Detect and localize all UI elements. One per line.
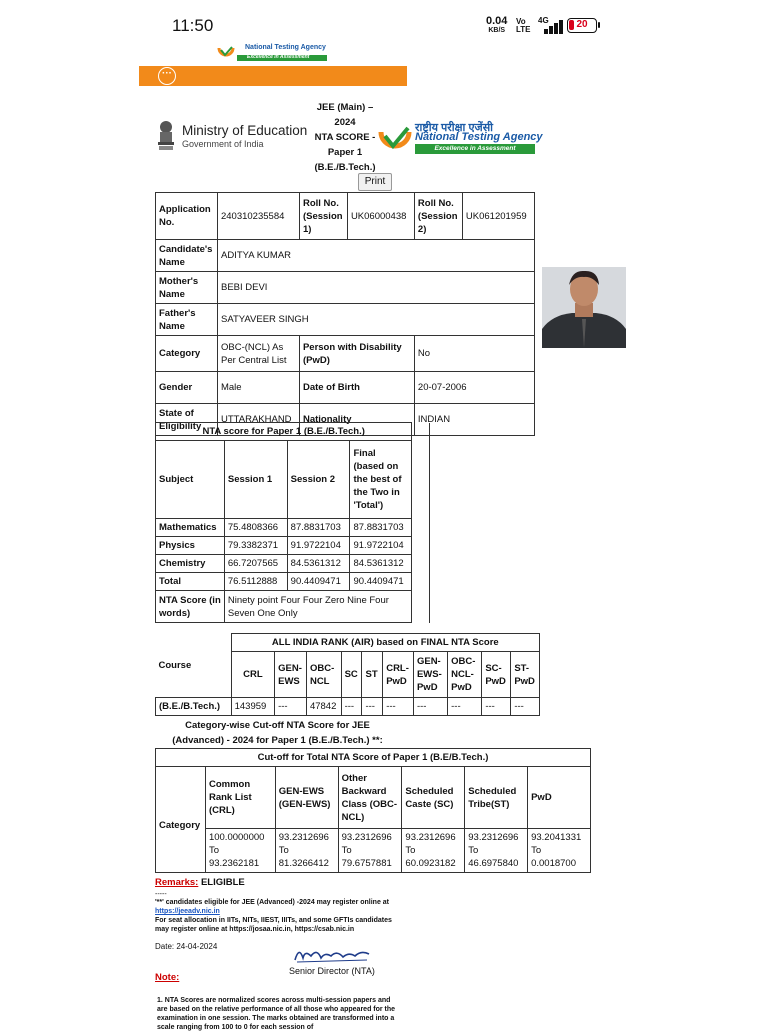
table-row: [156, 698, 540, 716]
signal-icon: [540, 20, 562, 34]
speed-value: 0.04: [486, 15, 508, 27]
dob-value: 20-07-2006: [414, 372, 534, 404]
score-cell: 90.4409471: [350, 573, 412, 591]
table-row: [156, 519, 430, 537]
title-line: JEE (Main) –: [316, 102, 374, 113]
rank-cell: ---: [383, 698, 414, 716]
top-logo-text: National Testing Agency: [245, 44, 326, 51]
table-row: [156, 555, 430, 573]
battery-icon: [567, 18, 597, 33]
ministry-title: Ministry of Education: [182, 123, 308, 138]
score-cell: 66.7207565: [224, 555, 287, 573]
ministry-subtitle: Government of India: [182, 139, 264, 149]
score-cell: 90.4409471: [287, 573, 350, 591]
table-row: [156, 829, 591, 873]
cutoff-header: PwD: [528, 767, 591, 829]
rank-cell: 47842: [306, 698, 341, 716]
rank-header: CRL-PwD: [383, 652, 414, 698]
rank-header: SC: [341, 652, 362, 698]
seat-allocation-note: For seat allocation in IITs, NITs, IIEST, IIITs, and some GFTIs candidates may register online at https://josaa.nic.in, https://csab.nic.in: [155, 917, 392, 933]
score-header: Session 2: [287, 441, 350, 519]
cutoff-range: 93.2312696 To 79.6757881: [338, 829, 402, 873]
rank-cell: ---: [511, 698, 540, 716]
volte-icon: Vo LTE: [516, 17, 531, 34]
score-header: Session 1: [224, 441, 287, 519]
subject-name: Mathematics: [156, 519, 225, 537]
table-row: [156, 537, 430, 555]
pwd-value: No: [414, 336, 534, 372]
note-text: '**' candidates eligible for JEE (Advanced) -2024 may register online at: [155, 899, 390, 906]
speed-unit: KB/S: [488, 27, 506, 34]
jee-advanced-link[interactable]: https://jeeadv.nic.in: [155, 908, 220, 915]
application-no-label: Application No.: [156, 193, 218, 240]
battery-level: 20: [576, 19, 588, 30]
note-point: 1. NTA Scores are normalized scores across multi-session papers and are based on the relative performance of all those who appeared for the examination in one session. The marks obtained are transformed into a scale ranging from 100 to 0 for each session of: [157, 997, 396, 1031]
cutoff-range: 93.2312696 To 46.6975840: [465, 829, 528, 873]
title-line: NTA SCORE -: [314, 132, 376, 143]
father-name-label: Father's Name: [156, 304, 218, 336]
state-value: UTTARAKHAND: [217, 404, 299, 436]
candidate-photo: [542, 267, 626, 348]
nta-mark-icon: [378, 122, 412, 156]
table-row: [156, 573, 430, 591]
remarks-value: ELIGIBLE: [200, 877, 245, 888]
score-words: Ninety point Four Four Zero Nine Four Seven One Only: [224, 591, 411, 623]
score-cell: 91.9722104: [287, 537, 350, 555]
score-cell: 84.5361312: [287, 555, 350, 573]
top-nta-logo: [217, 46, 329, 62]
score-cell: 79.3382371: [224, 537, 287, 555]
signatory: Senior Director (NTA): [289, 966, 375, 976]
cutoff-range: 93.2312696 To 81.3266412: [275, 829, 338, 873]
course-label: Course: [156, 634, 232, 698]
page-title: [305, 100, 385, 175]
nta-tagline: Excellence in Assessment: [415, 144, 535, 154]
cutoff-caption: Cut-off for Total NTA Score of Paper 1 (B.E/B.Tech.): [156, 749, 591, 767]
score-cell: 87.8831703: [287, 519, 350, 537]
candidate-name: ADITYA KUMAR: [217, 240, 534, 272]
rank-header: ST-PwD: [511, 652, 540, 698]
roll2: UK061201959: [462, 193, 534, 240]
remarks-label: Remarks:: [155, 877, 199, 888]
cutoff-range: 93.2312696 To 60.0923182: [402, 829, 465, 873]
subject-name: Physics: [156, 537, 225, 555]
print-button[interactable]: Print: [358, 173, 392, 191]
rank-header: OBC-NCL: [306, 652, 341, 698]
roll1-label: Roll No. (Session 1): [299, 193, 347, 240]
mother-name-label: Mother's Name: [156, 272, 218, 304]
gender-value: Male: [217, 372, 299, 404]
dob-label: Date of Birth: [299, 372, 414, 404]
clock: 11:50: [172, 16, 214, 35]
rank-header: ST: [362, 652, 383, 698]
cutoff-header: GEN-EWS (GEN-EWS): [275, 767, 338, 829]
score-cell: 76.5112888: [224, 573, 287, 591]
nta-english-name: National Testing Agency: [415, 131, 543, 143]
top-logo-tagline: Excellence in Assessment: [247, 54, 310, 60]
note-label: Note:: [155, 972, 180, 983]
score-cell: 87.8831703: [350, 519, 412, 537]
jee-advanced-note: [155, 898, 405, 916]
mother-name: BEBI DEVI: [217, 272, 534, 304]
category-label: Category: [156, 336, 218, 372]
score-header: Subject: [156, 441, 225, 519]
title-line: (B.E./B.Tech.): [314, 162, 376, 173]
rank-header: CRL: [231, 652, 275, 698]
network-speed: [486, 17, 507, 35]
date: Date: 24-04-2024: [155, 942, 218, 951]
rank-header: GEN-EWS: [275, 652, 307, 698]
application-no: 240310235584: [217, 193, 299, 240]
nationality-label: Nationality: [299, 404, 414, 436]
rank-cell: ---: [413, 698, 447, 716]
national-emblem-icon: [155, 120, 177, 152]
network-type: 4G: [538, 16, 549, 25]
roll2-label: Roll No. (Session 2): [414, 193, 462, 240]
candidate-name-label: Candidate's Name: [156, 240, 218, 272]
rank-cell: ---: [362, 698, 383, 716]
roll1: UK06000438: [347, 193, 414, 240]
pwd-label: Person with Disability (PwD): [299, 336, 414, 372]
rank-header: GEN-EWS-PwD: [413, 652, 447, 698]
score-cell: 91.9722104: [350, 537, 412, 555]
score-cell: 84.5361312: [350, 555, 412, 573]
state-label: State of Eligibility: [156, 404, 218, 436]
rank-cell: ---: [275, 698, 307, 716]
remarks-dashes: -----: [155, 891, 167, 898]
nationality-value: INDIAN: [414, 404, 534, 436]
nta-logo: [378, 120, 543, 156]
subject-name: Chemistry: [156, 555, 225, 573]
course-name: (B.E./B.Tech.): [156, 698, 232, 716]
cutoff-header: Common Rank List (CRL): [205, 767, 275, 829]
score-header: Final (based on the best of the Two in 'Total'): [350, 441, 412, 519]
rank-header: SC-PwD: [482, 652, 511, 698]
rank-cell: 143959: [231, 698, 275, 716]
cutoff-table: [155, 748, 591, 873]
rank-header: OBC-NCL-PwD: [448, 652, 482, 698]
score-table-caption: NTA score for Paper 1 (B.E./B.Tech.): [156, 423, 412, 441]
rank-cell: ---: [341, 698, 362, 716]
menu-button[interactable]: ···: [158, 67, 176, 85]
cutoff-category-label: Category: [156, 767, 206, 873]
cutoff-heading: Category-wise Cut-off NTA Score for JEE (Advanced) - 2024 for Paper 1 (B.E./B.Tech.) **:: [172, 720, 383, 746]
all-india-rank-table: [155, 633, 540, 716]
score-words-label: NTA Score (in words): [156, 591, 225, 623]
cutoff-header: Scheduled Tribe(ST): [465, 767, 528, 829]
nta-score-table: [155, 422, 430, 623]
status-bar: [0, 0, 768, 52]
nta-hindi-name: राष्ट्रीय परीक्षा एजेंसी: [415, 122, 493, 134]
remarks: [155, 877, 245, 888]
father-name: SATYAVEER SINGH: [217, 304, 534, 336]
rank-table-caption: ALL INDIA RANK (AIR) based on FINAL NTA Score: [231, 634, 539, 652]
cutoff-range: 100.0000000 To 93.2362181: [205, 829, 275, 873]
ministry-logo: [155, 120, 315, 154]
signature-image: [287, 940, 377, 968]
cutoff-header: Other Backward Class (OBC-NCL): [338, 767, 402, 829]
title-line: 2024: [334, 117, 356, 128]
rank-cell: ---: [448, 698, 482, 716]
cutoff-header: Scheduled Caste (SC): [402, 767, 465, 829]
cutoff-range: 93.2041331 To 0.0018700: [528, 829, 591, 873]
subject-name: Total: [156, 573, 225, 591]
rank-cell: ---: [482, 698, 511, 716]
category-value: OBC-(NCL) As Per Central List: [217, 336, 299, 372]
score-cell: 75.4808366: [224, 519, 287, 537]
title-line: Paper 1: [327, 147, 363, 158]
nav-bar: [139, 66, 407, 86]
gender-label: Gender: [156, 372, 218, 404]
